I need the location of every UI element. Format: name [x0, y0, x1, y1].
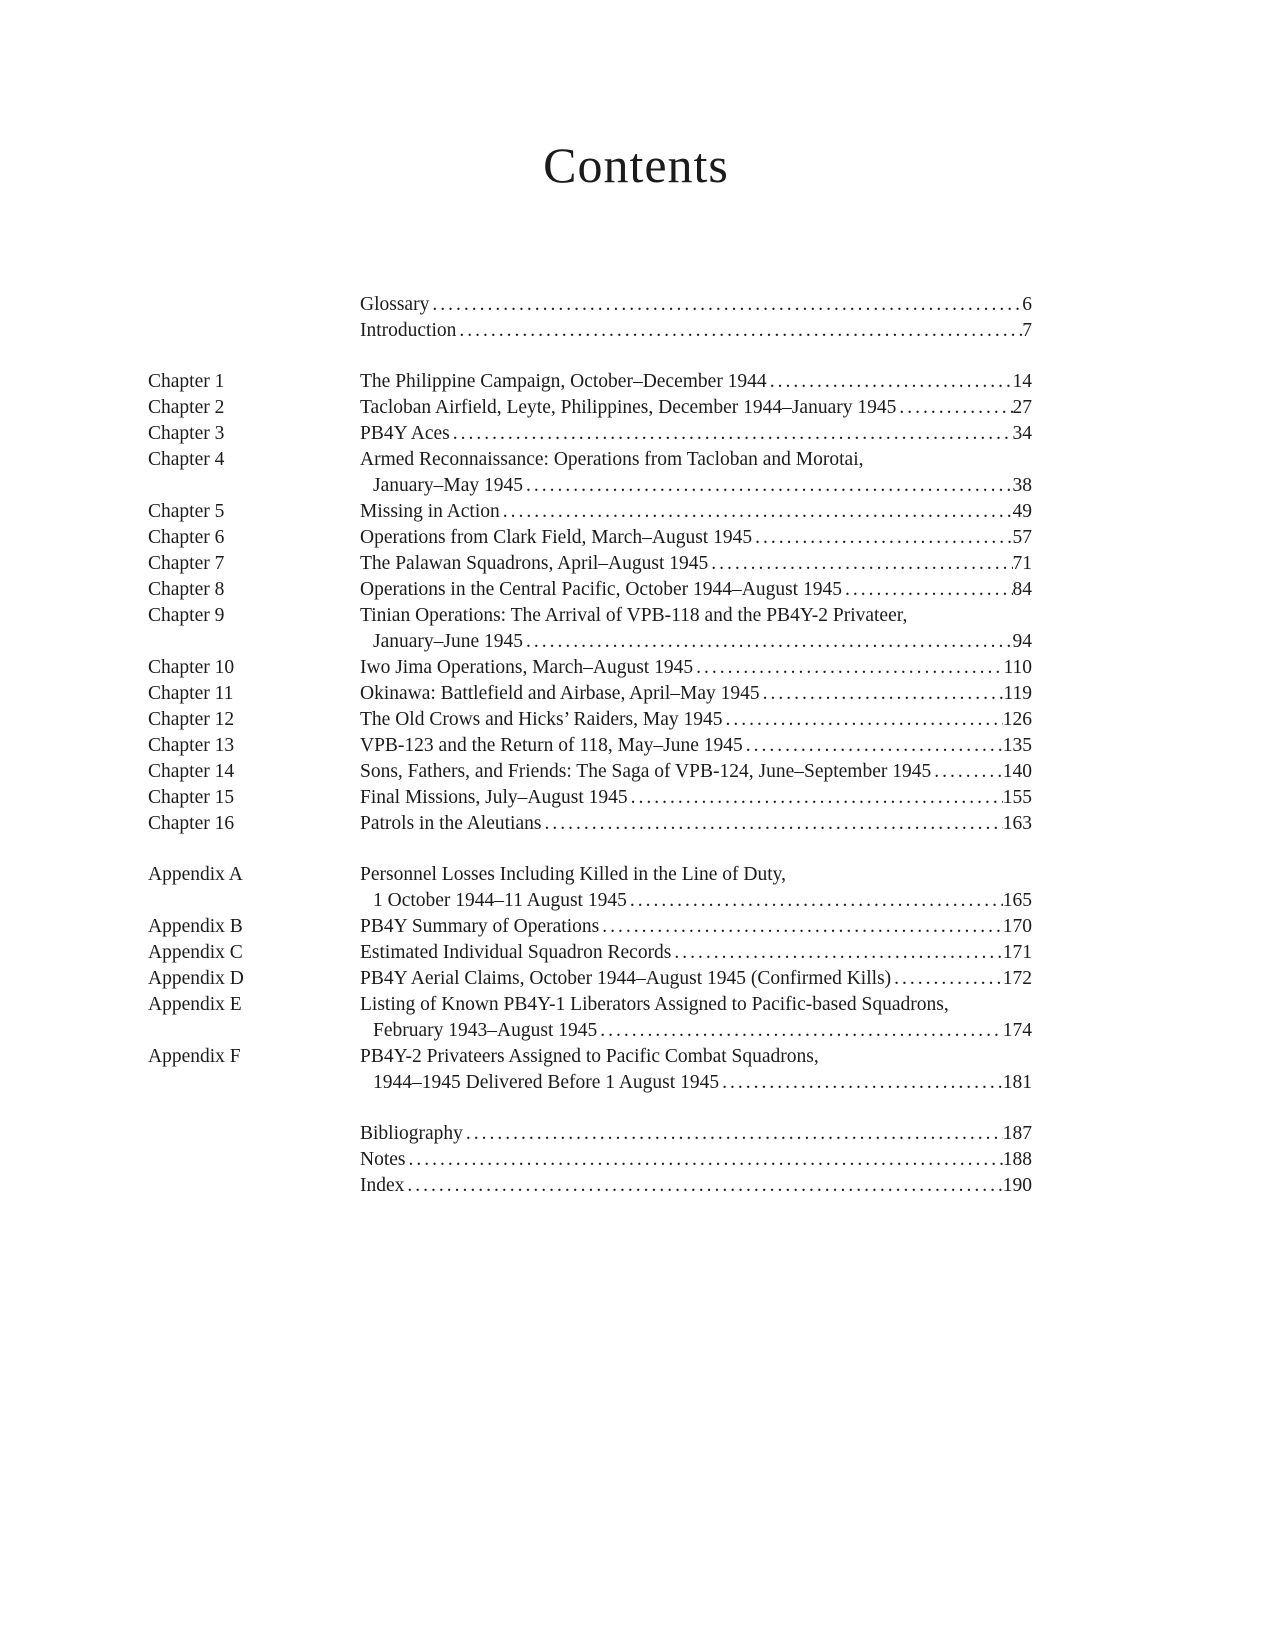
toc-entry — [148, 395, 1032, 421]
dot-leader — [746, 733, 1003, 759]
toc-entry-title: Notes — [360, 1149, 406, 1170]
toc-page-number: 126 — [1002, 709, 1032, 730]
toc-entry — [148, 759, 1032, 785]
toc-entry-title: Armed Reconnaissance: Operations from Tacloban and Morotai, — [360, 449, 864, 470]
toc-entry-content — [360, 733, 1032, 759]
toc-page-number: 135 — [1002, 735, 1032, 756]
toc-entry-label: Chapter 6 — [148, 527, 225, 548]
toc-page-number: 155 — [1002, 787, 1032, 808]
toc-page-number: 172 — [1002, 968, 1032, 989]
toc-line — [360, 888, 1032, 914]
toc-entry-content — [360, 759, 1032, 785]
toc-entry-content — [360, 707, 1032, 733]
toc-entry-title: PB4Y Aces — [360, 423, 450, 444]
toc-line — [360, 473, 1032, 499]
toc-entry-label: Chapter 14 — [148, 761, 235, 782]
toc-entry-content — [360, 603, 1032, 655]
toc-entry — [148, 862, 1032, 914]
toc-page-number: 165 — [1002, 890, 1032, 911]
dot-leader — [602, 914, 1003, 940]
dot-leader — [407, 1173, 1002, 1199]
toc-line — [360, 603, 1032, 629]
toc-entry-label: Chapter 15 — [148, 787, 235, 808]
toc-line — [360, 551, 1032, 577]
toc-line — [360, 525, 1032, 551]
toc-entry-content — [360, 318, 1032, 344]
toc-entry-content — [360, 499, 1032, 525]
toc-entry-label: Chapter 2 — [148, 397, 225, 418]
toc-entry-content — [360, 681, 1032, 707]
toc-line — [360, 1147, 1032, 1173]
dot-leader — [899, 395, 1012, 421]
toc-entry-content — [360, 862, 1032, 914]
toc-entry-label: Chapter 9 — [148, 605, 225, 626]
toc-entry-title: Personnel Losses Including Killed in the Line of Duty, — [360, 864, 787, 885]
toc-entry-content — [360, 1044, 1032, 1096]
toc-line — [360, 785, 1032, 811]
toc-entry-title: Operations from Clark Field, March–August 1945 — [360, 527, 753, 548]
dot-leader — [432, 292, 1022, 318]
toc-line — [360, 992, 1032, 1018]
toc-entry-label: Appendix C — [148, 942, 243, 963]
toc-line — [360, 318, 1032, 344]
toc-entry — [148, 940, 1032, 966]
toc-page-number: 34 — [1012, 423, 1032, 444]
toc-entry — [148, 525, 1032, 551]
toc-entry-title: Final Missions, July–August 1945 — [360, 787, 628, 808]
toc-entry-label: Appendix E — [148, 994, 242, 1015]
toc-entry-title: Index — [360, 1175, 405, 1196]
toc-line — [360, 369, 1032, 395]
toc-line — [360, 1173, 1032, 1199]
toc-entry-title: 1 October 1944–11 August 1945 — [373, 890, 627, 911]
toc-entry-title: February 1943–August 1945 — [373, 1020, 598, 1041]
toc-entry-title: Introduction — [360, 320, 457, 341]
toc-entry — [148, 785, 1032, 811]
dot-leader — [674, 940, 1002, 966]
toc-entry-label: Chapter 13 — [148, 735, 235, 756]
toc-entry-content — [360, 992, 1032, 1044]
toc-line — [360, 733, 1032, 759]
toc-page-number: 188 — [1002, 1149, 1032, 1170]
toc-entry — [148, 966, 1032, 992]
toc-line — [360, 577, 1032, 603]
dot-leader — [503, 499, 1013, 525]
toc-line — [360, 1070, 1032, 1096]
toc-entry — [148, 369, 1032, 395]
toc-entry-label: Appendix B — [148, 916, 243, 937]
toc-page-number: 27 — [1012, 397, 1032, 418]
toc-entry-label: Chapter 5 — [148, 501, 225, 522]
toc-entry-title: Tacloban Airfield, Leyte, Philippines, December 1944–January 1945 — [360, 397, 897, 418]
toc-entry-title: Listing of Known PB4Y-1 Liberators Assigned to Pacific-based Squadrons, — [360, 994, 949, 1015]
toc-entry-content — [360, 292, 1032, 318]
dot-leader — [763, 681, 1004, 707]
toc-entry-title: PB4Y Summary of Operations — [360, 916, 600, 937]
toc-entry-content — [360, 1173, 1032, 1199]
toc-group-front-matter — [148, 292, 1032, 344]
toc-entry-label: Chapter 7 — [148, 553, 225, 574]
toc-group-back-matter — [148, 1121, 1032, 1199]
toc-entry-content — [360, 811, 1032, 837]
toc-entry-content — [360, 785, 1032, 811]
toc-page-number: 49 — [1012, 501, 1032, 522]
toc-line — [360, 421, 1032, 447]
toc-entry-title: Okinawa: Battlefield and Airbase, April–May 1945 — [360, 683, 760, 704]
toc-entry-label: Chapter 8 — [148, 579, 225, 600]
toc-entry-label: Chapter 12 — [148, 709, 235, 730]
toc-entry-title: Glossary — [360, 294, 430, 315]
toc-line — [360, 499, 1032, 525]
dot-leader — [934, 759, 1003, 785]
toc-entry — [148, 1173, 1032, 1199]
toc-page-number: 110 — [1003, 657, 1032, 678]
toc-entry-label: Chapter 3 — [148, 423, 225, 444]
page-title: Contents — [543, 137, 729, 193]
toc-entry-title: Missing in Action — [360, 501, 500, 522]
dot-leader — [726, 707, 1003, 733]
dot-leader — [526, 629, 1012, 655]
toc-entry-title: The Palawan Squadrons, April–August 1945 — [360, 553, 709, 574]
toc-entry-title: Tinian Operations: The Arrival of VPB-118 and the PB4Y-2 Privateer, — [360, 605, 908, 626]
dot-leader — [696, 655, 1003, 681]
toc-line — [360, 862, 1032, 888]
toc-entry-content — [360, 914, 1032, 940]
toc-entry — [148, 811, 1032, 837]
toc-entry-title: 1944–1945 Delivered Before 1 August 1945 — [373, 1072, 720, 1093]
dot-leader — [453, 421, 1013, 447]
toc — [148, 292, 1032, 1199]
toc-page-number: 38 — [1012, 475, 1032, 496]
toc-entry-content — [360, 966, 1032, 992]
toc-line — [360, 1121, 1032, 1147]
toc-group-appendices — [148, 862, 1032, 1096]
toc-entry-title: The Philippine Campaign, October–December 1944 — [360, 371, 767, 392]
toc-page-number: 119 — [1003, 683, 1032, 704]
toc-page-number: 174 — [1002, 1020, 1032, 1041]
toc-page-number: 94 — [1012, 631, 1032, 652]
toc-line — [360, 1018, 1032, 1044]
toc-entry-label: Chapter 11 — [148, 683, 234, 704]
toc-entry-content — [360, 551, 1032, 577]
toc-page-number: 71 — [1012, 553, 1032, 574]
toc-entry-content — [360, 940, 1032, 966]
toc-page-number: 14 — [1012, 371, 1032, 392]
toc-entry-content — [360, 577, 1032, 603]
toc-entry-title: PB4Y Aerial Claims, October 1944–August 1945 (Confirmed Kills) — [360, 968, 892, 989]
toc-entry-content — [360, 655, 1032, 681]
toc-entry-label: Appendix A — [148, 864, 243, 885]
toc-entry-content — [360, 447, 1032, 499]
toc-line — [360, 447, 1032, 473]
toc-entry — [148, 499, 1032, 525]
toc-entry — [148, 1147, 1032, 1173]
dot-leader — [544, 811, 1002, 837]
toc-page-number: 6 — [1022, 294, 1032, 315]
toc-entry-content — [360, 421, 1032, 447]
toc-entry — [148, 577, 1032, 603]
toc-entry-title: January–May 1945 — [373, 475, 524, 496]
toc-entry-label: Chapter 10 — [148, 657, 235, 678]
dot-leader — [845, 577, 1013, 603]
toc-line — [360, 681, 1032, 707]
toc-line — [360, 966, 1032, 992]
toc-line — [360, 292, 1032, 318]
toc-entry — [148, 992, 1032, 1044]
toc-entry — [148, 914, 1032, 940]
toc-line — [360, 1044, 1032, 1070]
toc-entry-label: Appendix F — [148, 1046, 241, 1067]
toc-line — [360, 655, 1032, 681]
toc-page-number: 84 — [1012, 579, 1032, 600]
toc-line — [360, 811, 1032, 837]
toc-entry — [148, 292, 1032, 318]
toc-entry-title: Patrols in the Aleutians — [360, 813, 542, 834]
toc-group-chapters — [148, 369, 1032, 837]
toc-entry — [148, 1121, 1032, 1147]
toc-page-number: 140 — [1002, 761, 1032, 782]
toc-page-number: 7 — [1022, 320, 1032, 341]
toc-line — [360, 940, 1032, 966]
toc-entry-content — [360, 1121, 1032, 1147]
toc-entry-title: PB4Y-2 Privateers Assigned to Pacific Combat Squadrons, — [360, 1046, 819, 1067]
toc-entry — [148, 1044, 1032, 1096]
toc-entry-content — [360, 1147, 1032, 1173]
toc-entry-title: The Old Crows and Hicks’ Raiders, May 1945 — [360, 709, 723, 730]
toc-entry-content — [360, 369, 1032, 395]
toc-line — [360, 914, 1032, 940]
toc-page-number: 187 — [1002, 1123, 1032, 1144]
toc-entry-content — [360, 525, 1032, 551]
dot-leader — [711, 551, 1012, 577]
toc-line — [360, 629, 1032, 655]
toc-entry-label: Chapter 4 — [148, 449, 225, 470]
toc-entry — [148, 733, 1032, 759]
toc-line — [360, 395, 1032, 421]
toc-entry-title: Estimated Individual Squadron Records — [360, 942, 672, 963]
toc-entry-label: Appendix D — [148, 968, 244, 989]
toc-entry-content — [360, 395, 1032, 421]
toc-entry — [148, 603, 1032, 655]
dot-leader — [630, 888, 1003, 914]
toc-entry-title: Operations in the Central Pacific, October 1944–August 1945 — [360, 579, 842, 600]
toc-page-number: 190 — [1002, 1175, 1032, 1196]
dot-leader — [466, 1121, 1003, 1147]
toc-entry-label: Chapter 1 — [148, 371, 225, 392]
toc-entry-title: Sons, Fathers, and Friends: The Saga of VPB-124, June–September 1945 — [360, 761, 932, 782]
toc-entry — [148, 447, 1032, 499]
toc-entry — [148, 551, 1032, 577]
dot-leader — [526, 473, 1012, 499]
dot-leader — [722, 1070, 1003, 1096]
toc-entry-title: Iwo Jima Operations, March–August 1945 — [360, 657, 694, 678]
toc-entry-title: Bibliography — [360, 1123, 463, 1144]
dot-leader — [409, 1147, 1003, 1173]
toc-entry-title: January–June 1945 — [373, 631, 524, 652]
toc-page-number: 171 — [1002, 942, 1032, 963]
toc-entry — [148, 421, 1032, 447]
toc-entry — [148, 318, 1032, 344]
dot-leader — [755, 525, 1012, 551]
dot-leader — [600, 1018, 1003, 1044]
dot-leader — [459, 318, 1022, 344]
dot-leader — [894, 966, 1003, 992]
toc-entry — [148, 681, 1032, 707]
dot-leader — [631, 785, 1003, 811]
toc-entry — [148, 655, 1032, 681]
toc-entry-title: VPB-123 and the Return of 118, May–June 1945 — [360, 735, 743, 756]
toc-line — [360, 759, 1032, 785]
toc-page-number: 170 — [1002, 916, 1032, 937]
dot-leader — [770, 369, 1013, 395]
toc-page-number: 57 — [1012, 527, 1032, 548]
toc-page-number: 163 — [1002, 813, 1032, 834]
toc-page-number: 181 — [1002, 1072, 1032, 1093]
toc-entry — [148, 707, 1032, 733]
toc-entry-label: Chapter 16 — [148, 813, 235, 834]
toc-line — [360, 707, 1032, 733]
